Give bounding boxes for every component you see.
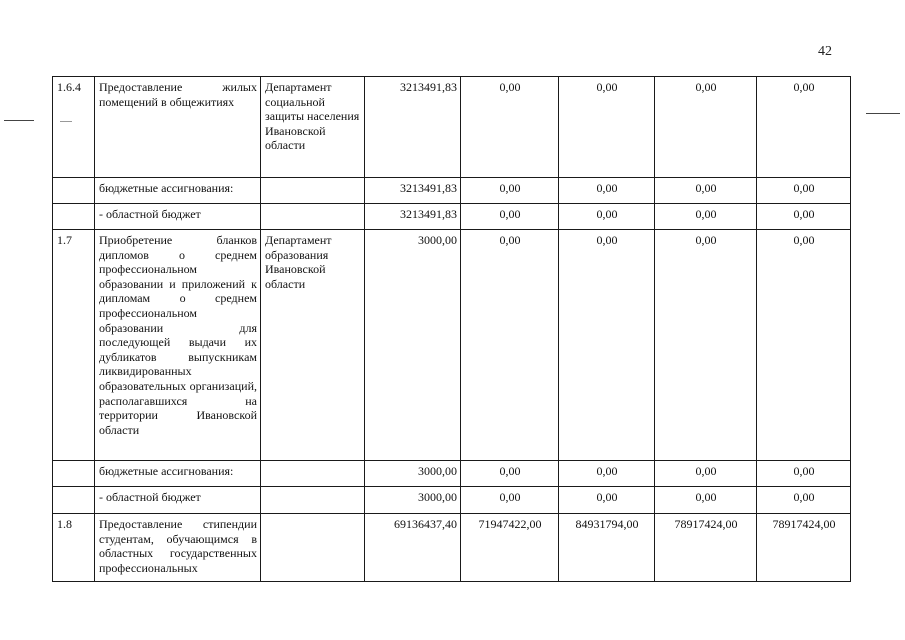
row-description: Приобретение бланков дипломов о среднем профессиональном образовании и приложений к дипломам о среднем профессиональном образовании для последующей выдачи их дубликатов выпускникам ликвидированных образовательных организаций, располагавшихся на территории Ивановской области <box>95 230 261 461</box>
row-description: Предоставление стипендии студентам, обучающимся в областных государственных профессиональных <box>95 514 261 582</box>
value-cell: 0,00 <box>757 487 851 514</box>
row-executor: Департамент образования Ивановской области <box>261 230 365 461</box>
value-cell: 84931794,00 <box>559 514 655 582</box>
value-cell: 0,00 <box>461 461 559 487</box>
table-row <box>53 487 851 514</box>
value-cell: 0,00 <box>461 230 559 461</box>
table-row <box>53 230 851 461</box>
value-cell: 3000,00 <box>365 230 461 461</box>
value-cell: 0,00 <box>757 204 851 230</box>
value-cell: 0,00 <box>461 487 559 514</box>
value-cell: 0,00 <box>655 487 757 514</box>
row-number <box>53 204 95 230</box>
row-number <box>53 461 95 487</box>
row-executor <box>261 487 365 514</box>
table-row <box>53 461 851 487</box>
value-cell: 0,00 <box>559 461 655 487</box>
value-cell: 0,00 <box>655 230 757 461</box>
value-cell: 0,00 <box>757 77 851 178</box>
value-cell: 3213491,83 <box>365 178 461 204</box>
row-executor <box>261 178 365 204</box>
row-executor <box>261 461 365 487</box>
value-cell: 0,00 <box>559 77 655 178</box>
value-cell: 0,00 <box>757 230 851 461</box>
value-cell: 3213491,83 <box>365 204 461 230</box>
value-cell: 0,00 <box>461 178 559 204</box>
value-cell: 0,00 <box>757 461 851 487</box>
value-cell: 0,00 <box>461 204 559 230</box>
row-executor <box>261 204 365 230</box>
table-row <box>53 204 851 230</box>
row-executor <box>261 514 365 582</box>
value-cell: 0,00 <box>655 178 757 204</box>
row-description: Предоставление жилых помещений в общежитиях <box>95 77 261 178</box>
value-cell: 0,00 <box>559 487 655 514</box>
value-cell: 3213491,83 <box>365 77 461 178</box>
row-number: 1.8 <box>53 514 95 582</box>
table-row <box>53 178 851 204</box>
value-cell: 0,00 <box>559 178 655 204</box>
row-description: - областной бюджет <box>95 487 261 514</box>
value-cell: 78917424,00 <box>757 514 851 582</box>
row-number: 1.7 <box>53 230 95 461</box>
value-cell: 3000,00 <box>365 487 461 514</box>
value-cell: 69136437,40 <box>365 514 461 582</box>
value-cell: 71947422,00 <box>461 514 559 582</box>
value-cell: 0,00 <box>655 461 757 487</box>
row-description: бюджетные ассигнования: <box>95 461 261 487</box>
value-cell: 0,00 <box>461 77 559 178</box>
budget-table <box>52 76 851 582</box>
row-executor: Департамент социальной защиты населения Ивановской области <box>261 77 365 178</box>
row-number <box>53 178 95 204</box>
right-margin-mark <box>866 113 900 114</box>
row-description: - областной бюджет <box>95 204 261 230</box>
row-number <box>53 487 95 514</box>
value-cell: 0,00 <box>559 230 655 461</box>
table-row <box>53 77 851 178</box>
row-number: 1.6.4 <box>53 77 95 178</box>
table-row <box>53 514 851 582</box>
value-cell: 3000,00 <box>365 461 461 487</box>
value-cell: 0,00 <box>655 77 757 178</box>
page-number: 42 <box>818 44 832 59</box>
value-cell: 78917424,00 <box>655 514 757 582</box>
value-cell: 0,00 <box>757 178 851 204</box>
value-cell: 0,00 <box>559 204 655 230</box>
left-margin-mark <box>4 120 34 121</box>
row-description: бюджетные ассигнования: <box>95 178 261 204</box>
value-cell: 0,00 <box>655 204 757 230</box>
